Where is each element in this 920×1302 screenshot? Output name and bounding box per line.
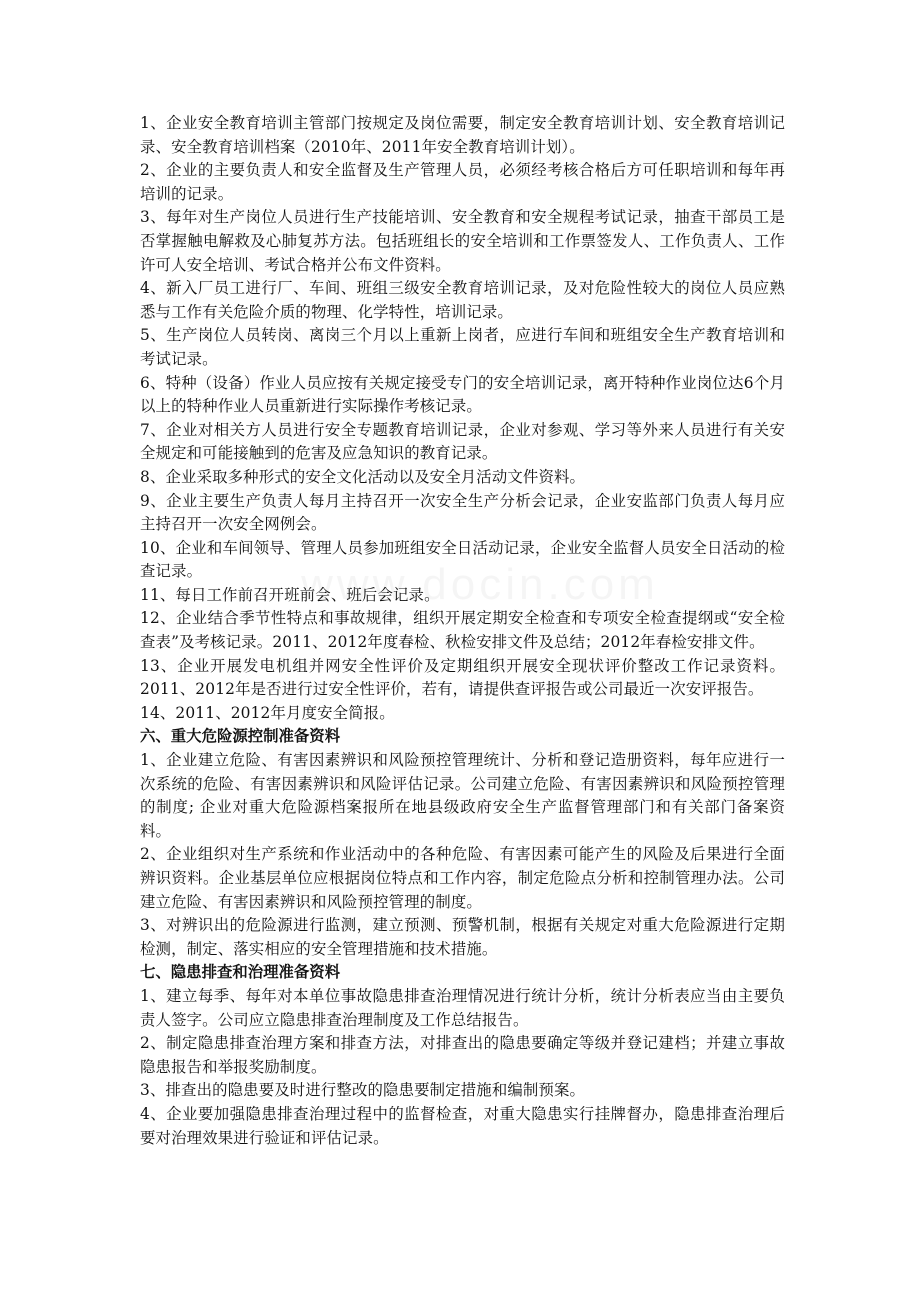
- paragraph: 8、企业采取多种形式的安全文化活动以及安全月活动文件资料。: [140, 467, 586, 486]
- paragraph: 10、企业和车间领导、管理人员参加班组安全日活动记录，企业安全监督人员安全日活动的检查记录。: [140, 538, 785, 581]
- paragraph: 4、企业要加强隐患排查治理过程中的监督检查，对重大隐患实行挂牌督办，隐患排查治理后要对治理效果进行验证和评估记录。: [140, 1104, 785, 1147]
- paragraph: 3、排查出的隐患要及时进行整改的隐患要制定措施和编制预案。: [140, 1081, 586, 1100]
- paragraph: 2、制定隐患排查治理方案和排查方法，对排查出的隐患要确定等级并登记建档；并建立事故隐患报告和举报奖励制度。: [140, 1034, 785, 1076]
- paragraph: 12、企业结合季节性特点和事故规律，组织开展定期安全检查和专项安全检查提纲或“安全检查表”及考核记录。2011、2012年度春检、秋检安排文件及总结；2012年春检安排文件。: [140, 609, 785, 652]
- paragraph: 1、企业安全教育培训主管部门按规定及岗位需要，制定安全教育培训计划、安全教育培训记录、安全教育培训档案（2010年、2011年安全教育培训计划）。: [140, 114, 785, 156]
- paragraph: 9、企业主要生产负责人每月主持召开一次安全生产分析会记录，企业安监部门负责人每月应主持召开一次安全网例会。: [140, 491, 785, 534]
- paragraph: 2、企业组织对生产系统和作业活动中的各种危险、有害因素可能产生的风险及后果进行全面辨识资料。企业基层单位应根据岗位特点和工作内容，制定危险点分析和控制管理办法。公司建立危险、有害因素辨识和风险预控管理的制度。: [140, 845, 785, 911]
- section-heading: 六、重大危险源控制准备资料: [140, 727, 341, 746]
- paragraph: 3、每年对生产岗位人员进行生产技能培训、安全教育和安全规程考试记录，抽查干部员工是否掌握触电解救及心肺复苏方法。包括班组长的安全培训和工作票签发人、工作负责人、工作许可人安全培训、考试合格并公布文件资料。: [140, 208, 785, 274]
- paragraph: 2、企业的主要负责人和安全监督及生产管理人员，必须经考核合格后方可任职培训和每年再培训的记录。: [140, 161, 785, 203]
- document-body: [140, 112, 785, 1150]
- paragraph: 13、企业开展发电机组并网安全性评价及定期组织开展安全现状评价整改工作记录资料。2011、2012年是否进行过安全性评价，若有，请提供查评报告或公司最近一次安评报告。: [140, 656, 785, 699]
- paragraph: 1、企业建立危险、有害因素辨识和风险预控管理统计、分析和登记造册资料，每年应进行一次系统的危险、有害因素辨识和风险评估记录。公司建立危险、有害因素辨识和风险预控管理的制度; 企业对重大危险源档案报所在地县级政府安全生产监督管理部门和有关部门备案资料。: [140, 751, 785, 840]
- paragraph: 7、企业对相关方人员进行安全专题教育培训记录，企业对参观、学习等外来人员进行有关安全规定和可能接触到的危害及应急知识的教育记录。: [140, 420, 785, 463]
- paragraph: 11、每日工作前召开班前会、班后会记录。: [140, 585, 440, 604]
- paragraph: 5、生产岗位人员转岗、离岗三个月以上重新上岗者，应进行车间和班组安全生产教育培训和考试记录。: [140, 326, 785, 368]
- paragraph: 14、2011、2012年月度安全简报。: [140, 703, 395, 722]
- section-heading: 七、隐患排查和治理准备资料: [140, 963, 341, 982]
- paragraph: 6、特种（设备）作业人员应按有关规定接受专门的安全培训记录，离开特种作业岗位达6个月以上的特种作业人员重新进行实际操作考核记录。: [140, 373, 785, 416]
- paragraph: 1、建立每季、每年对本单位事故隐患排查治理情况进行统计分析，统计分析表应当由主要负责人签字。公司应立隐患排查治理制度及工作总结报告。: [140, 986, 785, 1029]
- paragraph: 3、对辨识出的危险源进行监测，建立预测、预警机制，根据有关规定对重大危险源进行定期检测，制定、落实相应的安全管理措施和技术措施。: [140, 916, 785, 958]
- paragraph: 4、新入厂员工进行厂、车间、班组三级安全教育培训记录，及对危险性较大的岗位人员应熟悉与工作有关危险介质的物理、化学特性，培训记录。: [140, 279, 785, 321]
